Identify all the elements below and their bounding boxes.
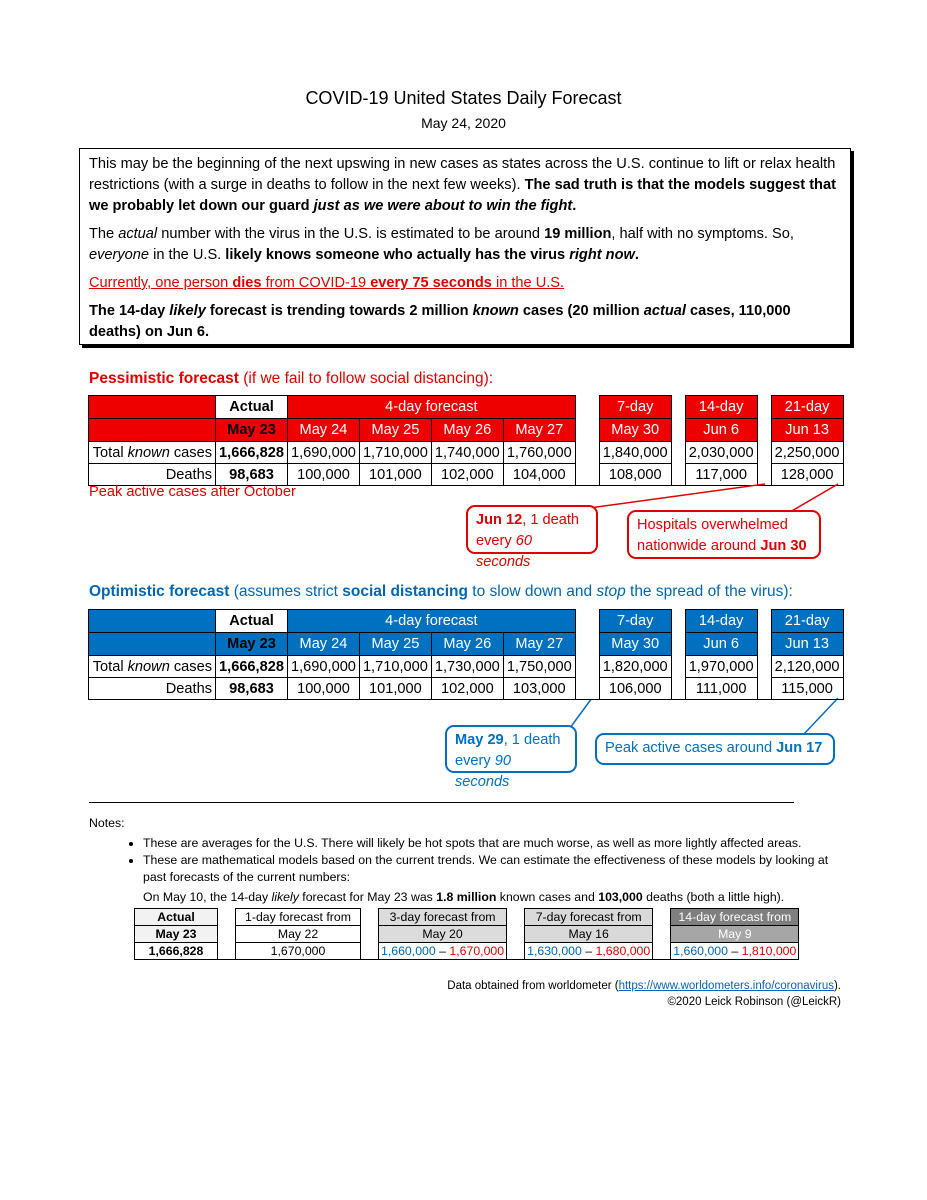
optimistic-table xyxy=(88,609,844,700)
value-cell: 111,000 xyxy=(685,678,757,700)
summary-paragraph-3: Currently, one person dies from COVID-19 every 75 seconds in the U.S. xyxy=(89,275,565,291)
source-link[interactable]: https://www.worldometers.info/coronavirus xyxy=(618,980,834,992)
value-cell: 106,000 xyxy=(599,678,671,700)
value-cell: 104,000 xyxy=(503,464,575,486)
value-cell: 101,000 xyxy=(359,678,431,700)
date-cell: May 27 xyxy=(503,633,575,656)
value-cell: 117,000 xyxy=(685,464,757,486)
date-cell: Jun 13 xyxy=(771,633,843,656)
pessimistic-heading: Pessimistic forecast (if we fail to follow social distancing): xyxy=(89,370,494,387)
value-cell: 100,000 xyxy=(288,678,360,700)
summary-paragraph-4: The 14-day likely forecast is trending towards 2 million known cases (20 million actual cases, 110,000 deaths) on Jun 6. xyxy=(89,303,791,340)
actual-date: May 23 xyxy=(216,419,288,442)
seven-day-header: 7-day xyxy=(599,610,671,633)
date-cell: Jun 6 xyxy=(685,633,757,656)
row-label-deaths: Deaths xyxy=(89,464,216,486)
value-cell: 2,030,000 xyxy=(685,442,757,464)
fourteen-day-header: 14-day xyxy=(685,610,757,633)
value-cell: 1,740,000 xyxy=(431,442,503,464)
value-cell: 101,000 xyxy=(359,464,431,486)
value-cell: 1,750,000 xyxy=(503,656,575,678)
date-cell: Jun 13 xyxy=(771,419,843,442)
copyright: ©2020 Leick Robinson (@LeickR) xyxy=(667,996,841,1008)
note-bullet: • These are mathematical models based on the current trends. We can estimate the effectiveness of these models by looking at past forecasts of the current numbers: xyxy=(143,852,849,886)
actual-date: May 23 xyxy=(216,633,288,656)
date-cell: May 30 xyxy=(599,419,671,442)
connector-line xyxy=(803,698,838,735)
value-cell: 1,970,000 xyxy=(685,656,757,678)
date-cell: May 25 xyxy=(359,633,431,656)
row-label-cases: Total known cases xyxy=(89,442,216,464)
date-cell: May 24 xyxy=(288,419,360,442)
date-cell: May 26 xyxy=(431,419,503,442)
row-label-cases: Total known cases xyxy=(89,656,216,678)
value-cell: 1,666,828 xyxy=(216,442,288,464)
callout-peak-active: Peak active cases around Jun 17 xyxy=(595,733,835,765)
summary-paragraph-1: This may be the beginning of the next upswing in new cases as states across the U.S. continue to lift or relax health restrictions (with a surge in deaths to follow in the next few weeks). The sad truth is that the models suggest that we probably let down our guard just as we were about to win the fight. xyxy=(89,156,836,214)
actual-header: Actual xyxy=(216,610,288,633)
source-footer: Data obtained from worldometer (https://www.worldometers.info/coronavirus). ©2020 Leick Robinson (@LeickR) xyxy=(447,980,841,1008)
seven-day-header: 7-day xyxy=(599,396,671,419)
value-cell: 1,710,000 xyxy=(359,442,431,464)
value-cell: 98,683 xyxy=(216,678,288,700)
value-cell: 1,760,000 xyxy=(503,442,575,464)
value-cell: 108,000 xyxy=(599,464,671,486)
value-cell: 1,666,828 xyxy=(216,656,288,678)
value-cell: 102,000 xyxy=(431,464,503,486)
date-cell: May 27 xyxy=(503,419,575,442)
value-cell: 103,000 xyxy=(503,678,575,700)
notes xyxy=(89,815,849,886)
connector-line xyxy=(790,484,838,512)
date-cell: Jun 6 xyxy=(685,419,757,442)
value-cell: 2,120,000 xyxy=(771,656,843,678)
corner-cell xyxy=(89,610,216,633)
value-cell: 1,690,000 xyxy=(288,442,360,464)
connector-line xyxy=(582,484,765,509)
value-cell: 115,000 xyxy=(771,678,843,700)
four-day-header: 4-day forecast xyxy=(288,396,576,419)
optimistic-heading: Optimistic forecast (assumes strict social distancing to slow down and stop the spread of the virus): xyxy=(89,583,793,600)
date-cell: May 24 xyxy=(288,633,360,656)
value-cell: 1,820,000 xyxy=(599,656,671,678)
value-cell: 102,000 xyxy=(431,678,503,700)
peak-note: Peak active cases after October xyxy=(89,484,296,500)
fourteen-day-header: 14-day xyxy=(685,396,757,419)
date-cell: May 30 xyxy=(599,633,671,656)
four-day-header: 4-day forecast xyxy=(288,610,576,633)
row-label-deaths: Deaths xyxy=(89,678,216,700)
value-cell: 1,710,000 xyxy=(359,656,431,678)
divider xyxy=(89,802,794,803)
twentyone-day-header: 21-day xyxy=(771,610,843,633)
callout-death-rate-pessimistic: Jun 12, 1 death every 60 seconds xyxy=(466,505,598,554)
value-cell: 1,730,000 xyxy=(431,656,503,678)
note-bullet: • These are averages for the U.S. There will likely be hot spots that are much worse, as well as more lightly affected areas. xyxy=(143,835,849,852)
callout-hospitals: Hospitals overwhelmed nationwide around Jun 30 xyxy=(627,510,821,559)
page-date: May 24, 2020 xyxy=(421,115,506,131)
value-cell: 98,683 xyxy=(216,464,288,486)
date-cell: May 26 xyxy=(431,633,503,656)
twentyone-day-header: 21-day xyxy=(771,396,843,419)
notes-heading: Notes: xyxy=(89,816,125,830)
summary-paragraph-2: The actual number with the virus in the U.S. is estimated to be around 19 million, half with no symptoms. So, everyone in the U.S. likely knows someone who actually has the virus right now. xyxy=(89,226,794,263)
past-forecast-table: Actual 1-day forecast from 3-day forecast from 7-day forecast from 14-day forecast from May 23 May 22 May 20 May 16 May 9 1,666,828 1,670,000 1,660,000 – 1,670,000 1,630,000 – 1,680,000 1,660,000 – 1,810,000 xyxy=(134,908,799,960)
value-cell: 1,690,000 xyxy=(288,656,360,678)
past-forecast-statement: On May 10, the 14-day likely forecast for May 23 was 1.8 million known cases and 103,000 deaths (both a little high). xyxy=(143,890,785,904)
date-cell: May 25 xyxy=(359,419,431,442)
value-cell: 100,000 xyxy=(288,464,360,486)
callout-death-rate-optimistic: May 29, 1 death every 90 seconds xyxy=(445,725,577,773)
value-cell: 1,840,000 xyxy=(599,442,671,464)
value-cell: 128,000 xyxy=(771,464,843,486)
value-cell: 2,250,000 xyxy=(771,442,843,464)
actual-header: Actual xyxy=(216,396,288,419)
page-title: COVID-19 United States Daily Forecast xyxy=(305,88,622,108)
